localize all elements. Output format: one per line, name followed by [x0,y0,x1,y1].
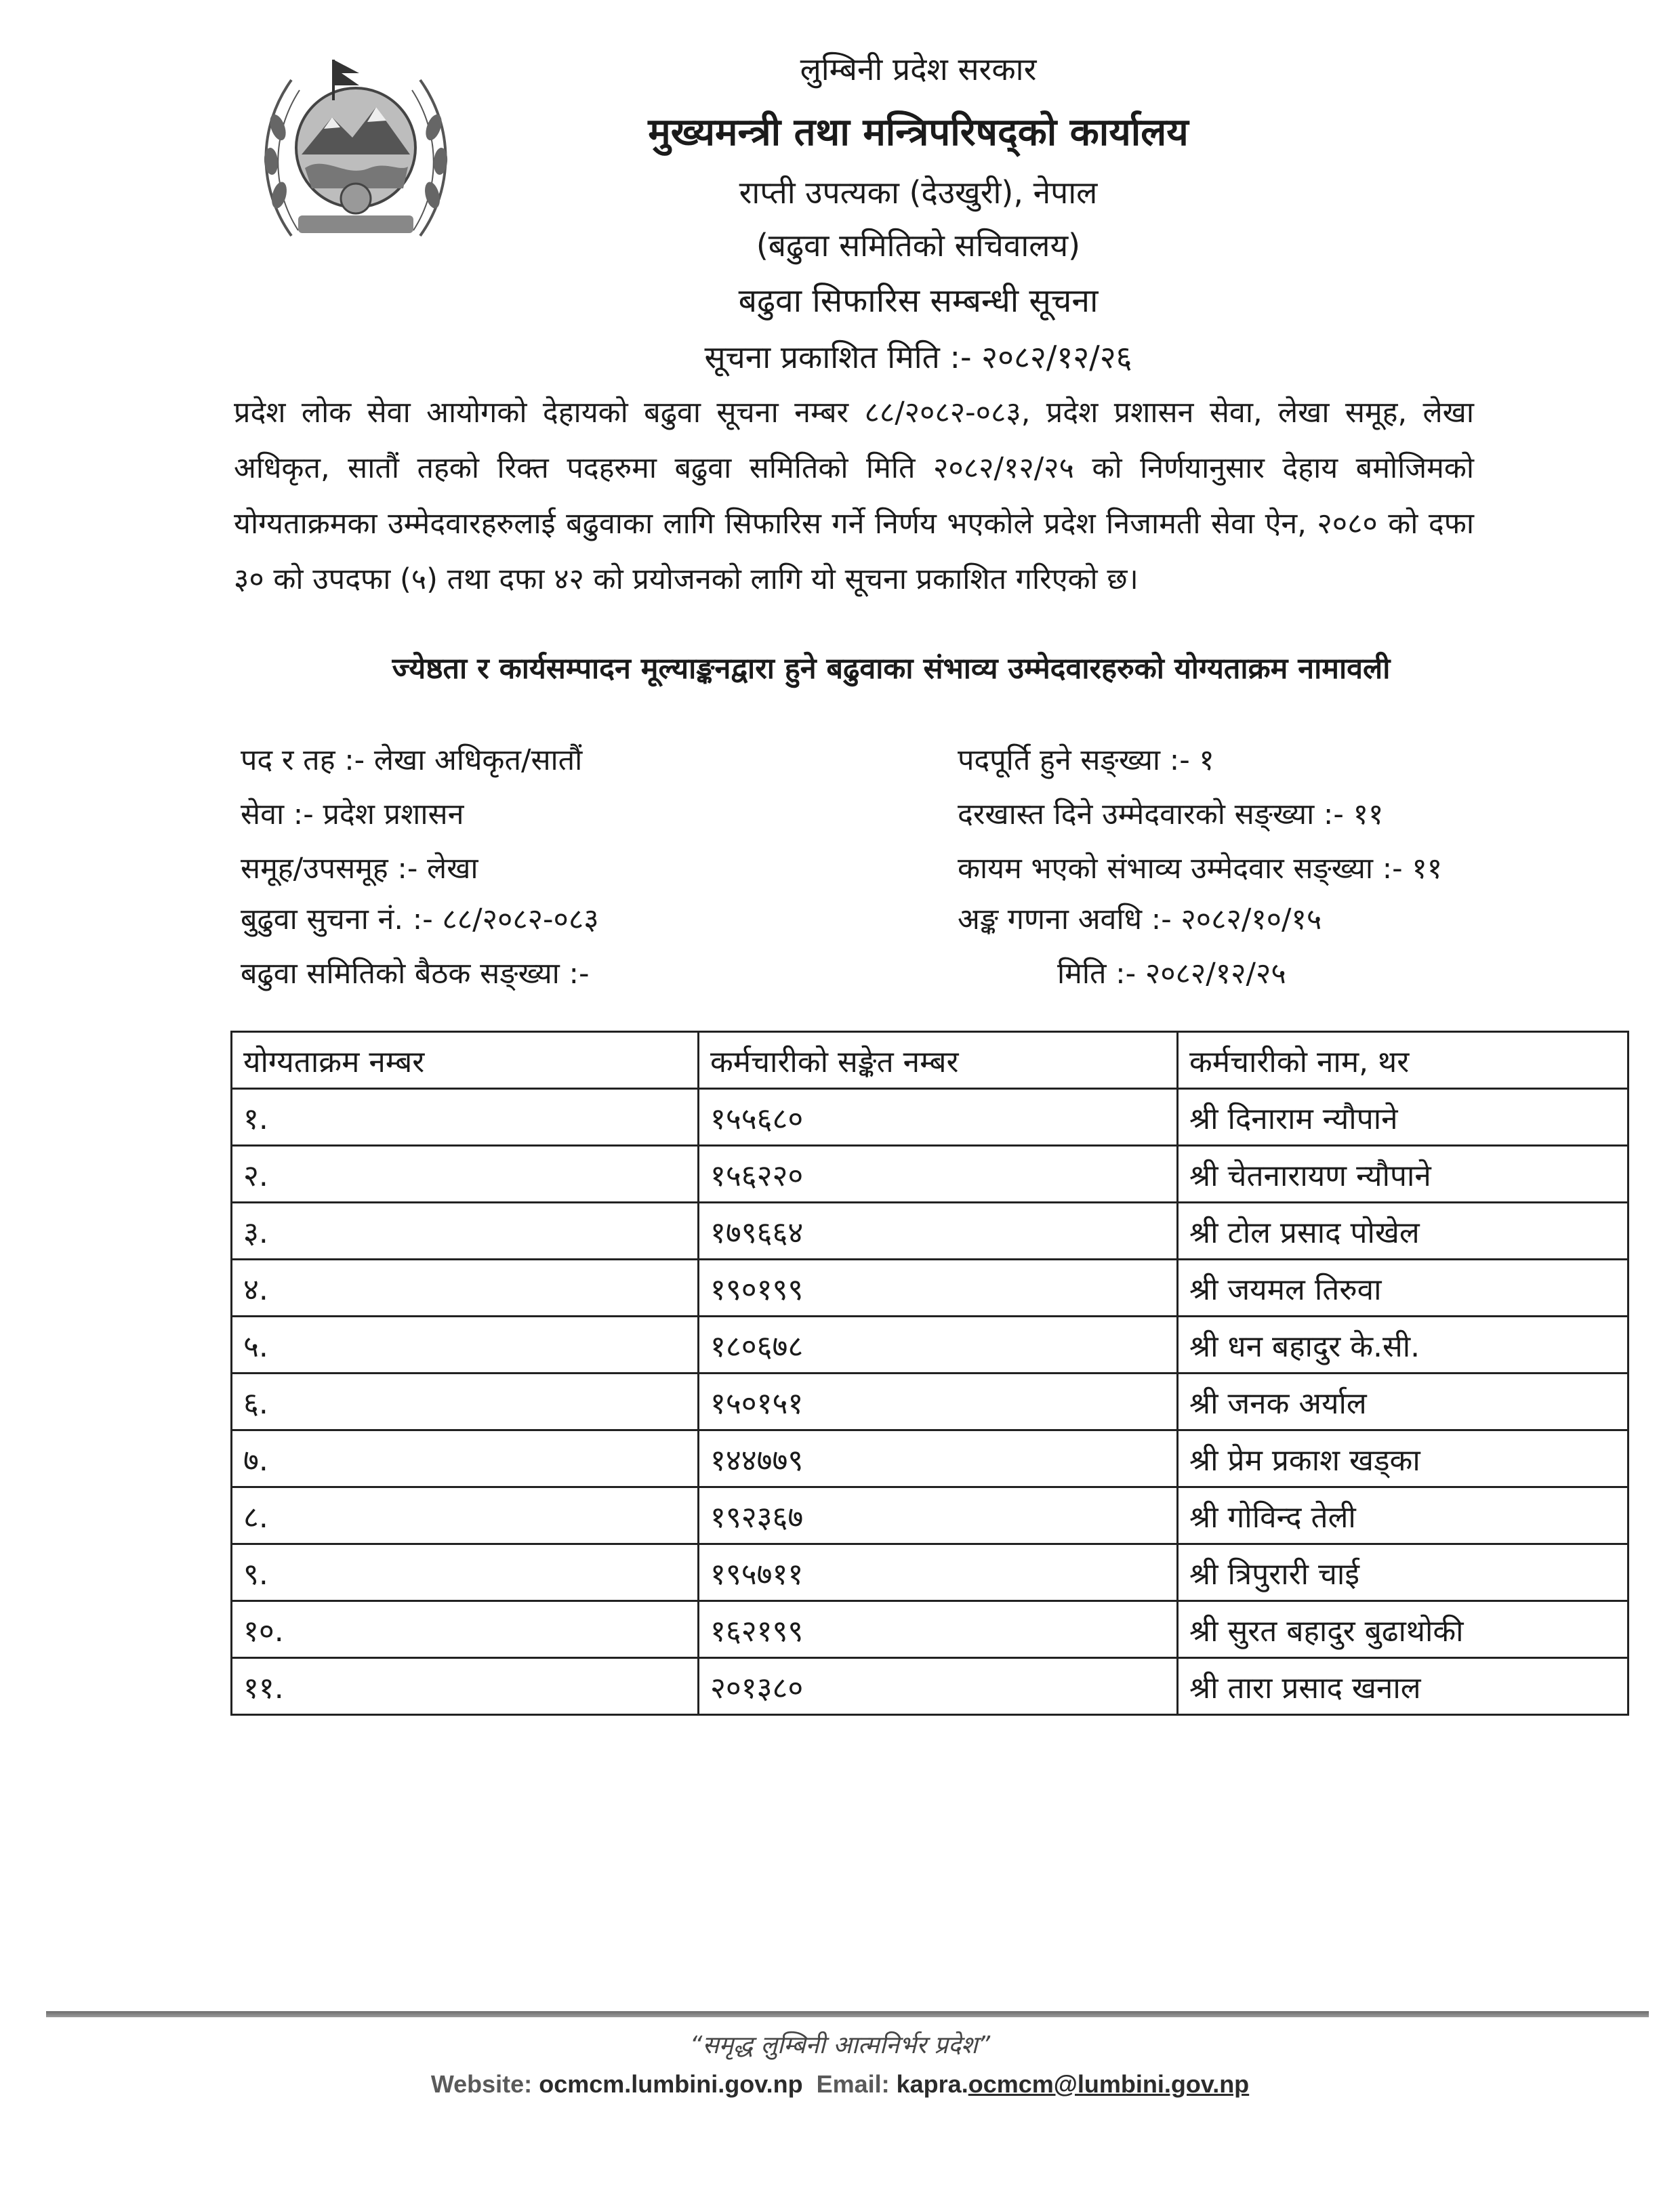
detail-date: मिति :- २०८२/१२/२५ [1057,957,1286,991]
detail-meeting-count: बढुवा समितिको बैठक सङ्ख्या :- [241,957,590,991]
table-row [232,1544,1628,1601]
cell-name: श्री गोविन्द तेली [1178,1487,1628,1544]
cell-name: श्री धन बहादुर के.सी. [1178,1317,1628,1374]
cell-name: श्री प्रेम प्रकाश खड्का [1178,1430,1628,1487]
table-row [232,1487,1628,1544]
cell-code: १९५७११ [699,1544,1178,1601]
cell-rank: ११. [232,1658,699,1715]
cell-rank: ७. [232,1430,699,1487]
email-domain-part: ocmcm@lumbini.gov.np [968,2070,1250,2098]
website-link[interactable]: ocmcm.lumbini.gov.np [539,2070,803,2098]
cell-rank: ३. [232,1203,699,1260]
footer-contact [0,2070,1680,2099]
table-header-row [232,1032,1628,1089]
cell-rank: ८. [232,1487,699,1544]
cell-rank: ९. [232,1544,699,1601]
header-office-title: मुख्यमन्त्री तथा मन्त्रिपरिषद्को कार्यालय [648,110,1189,154]
cell-rank: ६. [232,1374,699,1430]
cell-code: २०१३८० [699,1658,1178,1715]
cell-rank: ५. [232,1317,699,1374]
col-header-rank: योग्यताक्रम नम्बर [232,1032,699,1089]
table-row [232,1089,1628,1146]
cell-name: श्री तारा प्रसाद खनाल [1178,1658,1628,1715]
cell-code: १५६२२० [699,1146,1178,1203]
table-row [232,1374,1628,1430]
footer-divider [46,2011,1649,2017]
header-secretariat: (बढुवा समितिको सचिवालय) [756,227,1081,264]
cell-name: श्री टोल प्रसाद पोखेल [1178,1203,1628,1260]
detail-service: सेवा :- प्रदेश प्रशासन [241,798,464,831]
table-row [232,1260,1628,1317]
col-header-employee-code: कर्मचारीको सङ्केत नम्बर [699,1032,1178,1089]
cell-name: श्री सुरत बहादुर बुढाथोकी [1178,1601,1628,1658]
detail-group: समूह/उपसमूह :- लेखा [241,852,478,886]
cell-name: श्री जयमल तिरुवा [1178,1260,1628,1317]
detail-count-period: अङ्क गणना अवधि :- २०८२/१०/१५ [958,903,1322,936]
cell-code: १७९६६४ [699,1203,1178,1260]
website-label: Website: [430,2070,533,2098]
table-row [232,1203,1628,1260]
list-subheading: ज्येष्ठता र कार्यसम्पादन मूल्याङ्कनद्वारा हुने बढुवाका संभाव्य उम्मेदवारहरुको योग्यताक्रम नामावली [392,652,1391,686]
table-row [232,1146,1628,1203]
detail-applicant-count: दरखास्त दिने उम्मेदवारको सङ्ख्या :- ११ [958,798,1384,831]
publication-date: सूचना प्रकाशित मिति :- २०८२/१२/२६ [704,339,1132,375]
cell-code: १५५६८० [699,1089,1178,1146]
nepal-emblem-icon [251,53,461,249]
cell-rank: १०. [232,1601,699,1658]
cell-rank: ४. [232,1260,699,1317]
cell-name: श्री चेतनारायण न्यौपाने [1178,1146,1628,1203]
cell-name: श्री जनक अर्याल [1178,1374,1628,1430]
col-header-employee-name: कर्मचारीको नाम, थर [1178,1032,1628,1089]
email-label: Email: [816,2070,890,2098]
cell-name: श्री त्रिपुरारी चाई [1178,1544,1628,1601]
cell-code: १८०६७८ [699,1317,1178,1374]
detail-notice-number: बुढुवा सुचना नं. :- ८८/२०८२-०८३ [241,903,599,936]
header-province-government: लुम्बिनी प्रदेश सरकार [800,51,1037,87]
table-row [232,1317,1628,1374]
email-link[interactable] [897,2070,1250,2098]
detail-post-level: पद र तह :- लेखा अधिकृत/सातौं [241,743,583,777]
table-row [232,1658,1628,1715]
cell-code: १९०१९९ [699,1260,1178,1317]
notice-title: बढुवा सिफारिस सम्बन्धी सूचना [738,282,1099,320]
email-prefix: kapra. [896,2070,968,2098]
cell-rank: २. [232,1146,699,1203]
cell-rank: १. [232,1089,699,1146]
merit-list-table [230,1031,1629,1716]
cell-code: १९२३६७ [699,1487,1178,1544]
cell-code: १५०१५१ [699,1374,1178,1430]
footer-slogan: “समृद्ध लुम्बिनी आत्मनिर्भर प्रदेश” [689,2031,991,2059]
table-row [232,1430,1628,1487]
cell-code: १४४७७९ [699,1430,1178,1487]
table-row [232,1601,1628,1658]
detail-vacancy-count: पदपूर्ति हुने सङ्ख्या :- १ [958,743,1214,777]
notice-body-paragraph: प्रदेश लोक सेवा आयोगको देहायको बढुवा सूचना नम्बर ८८/२०८२-०८३, प्रदेश प्रशासन सेवा, लेखा समूह, लेखा अधिकृत, सातौं तहको रिक्त पदहरुमा बढुवा समितिको मिति २०८२/१२/२५ को निर्णयानुसार देहाय बमोजिमको योग्यताक्रमका उम्मेदवारहरुलाई बढुवाका लागि सिफारिस गर्ने निर्णय भएकोले प्रदेश निजामती सेवा ऐन, २०८० को दफा ३० को उपदफा (५) तथा दफा ४२ को प्रयोजनको लागि यो सूचना प्रकाशित गरिएको छ। [234,396,1474,596]
detail-candidate-count: कायम भएको संभाव्य उम्मेदवार सङ्ख्या :- ११ [958,852,1443,886]
cell-code: १६२१९९ [699,1601,1178,1658]
cell-name: श्री दिनाराम न्यौपाने [1178,1089,1628,1146]
header-address: राप्ती उपत्यका (देउखुरी), नेपाल [739,174,1098,211]
